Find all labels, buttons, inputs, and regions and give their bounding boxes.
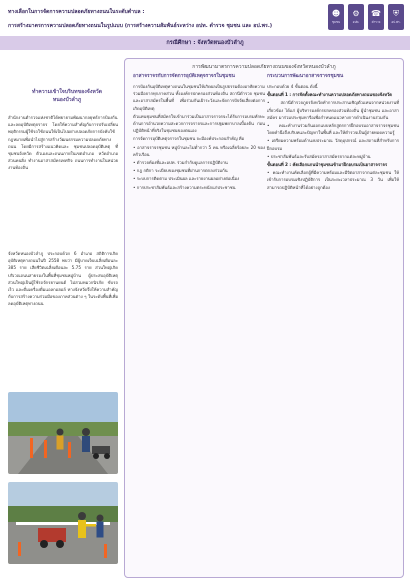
document-header bbox=[0, 0, 410, 36]
col2-step-heading: ขั้นตอนที่ 2 : คัดเลือกแกนนำชุมชนเข้ามาฝึกอบรมเป็นอาสาจราจร bbox=[267, 162, 388, 168]
left-column bbox=[0, 50, 122, 583]
people-icon: ☻ ชุมชน bbox=[328, 4, 344, 30]
signal-icon: ☎ ตำรวจ bbox=[368, 4, 384, 30]
road-checkpoint-image bbox=[8, 392, 118, 474]
panel-column-2 bbox=[267, 73, 399, 192]
case-study-title: กรณีศึกษา : จังหวัดหนองบัวลำภู bbox=[166, 40, 244, 46]
col1-heading: อาสาจราจรกับการจัดการอุบัติเหตุจราจรในชุมชน bbox=[133, 74, 235, 79]
col2-list-item: • คณะทำงานร่วมกันออกแบบหลักสูตรการฝึกอบรมอาสาจราจรชุมชน โดยคำนึงถึงบริบทและปัญหาในพื้นที่ และให้ตำรวจเป็นผู้ถ่ายทอดความรู้ bbox=[267, 123, 399, 136]
panel-title: การพัฒนามาตรการความปลอดภัยทางถนนของจังหวัดหนองบัวลำภู bbox=[192, 64, 336, 70]
col1-paragraph: การจัดการอุบัติเหตุจราจรในชุมชน จะมีองค์ประกอบสำคัญ คือ bbox=[133, 136, 245, 142]
panel-column-1 bbox=[133, 73, 265, 192]
traffic-volunteer-image bbox=[8, 482, 118, 564]
tools-icon: ⚙ อปท. bbox=[348, 4, 364, 30]
shield-icon: ⛨ อป.พร. bbox=[388, 4, 404, 30]
header-line-2: การสร้างมาตรการความปลอดภัยทางถนนในรูปแบบ (การสร้างความสัมพันธ์ระหว่าง อปท. ตำรวจ ชุมชน และ อป.พร.) bbox=[8, 23, 273, 29]
col1-list-item: • ตำรวจท้องที่และอปท. ร่วมกำกับดูแลการปฏิบัติงาน bbox=[133, 160, 228, 166]
col2-heading: กระบวนการพัฒนาอาสาจราจรชุมชน bbox=[267, 74, 344, 79]
header-icon-row bbox=[328, 4, 404, 30]
development-panel bbox=[124, 58, 404, 578]
left-paragraph-1: สำนักงานตำรวจแห่งชาติได้พยายามพัฒนากลยุทธ์การป้องกันและลดอุบัติเหตุจราจร โดยให้ความสำคัญกับการปรับเปลี่ยนพฤติกรรมผู้ใช้รถใช้ถนนให้เป็นไปอย่างปลอดภัยการบังคับใช้กฎหมายเพื่อนำไปสู่การสร้างวัฒนธรรมความปลอดภัยทางถนน โดยมีการสร้างแนวคิดและ ชุมชนปลอดอุบัติเหตุ ที่ชุมชนจังหวัด ตัวเองและถนนภายในเขตอำเภอ หวัดอำเภอ ส่วนคนยิ่ง ทำงานอาสาสมัครเทศกิจ ถนนการทำงานในหน่วยงานท้องถิ่น bbox=[8, 115, 118, 171]
col2-list-item: • คณะทำงานคัดเลือกผู้ที่มีความพร้อมและมีจิตอาสาจากแต่ละชุมชน ให้เข้ารับการอบรมเชิงปฏิบัติการ เป็นระยะเวลาประมาณ 3 วัน เพื่อให้สามารถปฏิบัติหน้าที่ได้อย่างถูกต้อง bbox=[267, 170, 399, 190]
col1-paragraph: ตัวแทนชุมชนที่สมัครใจเข้ามาร่วมเป็นอาสาจราจรจะได้รับการอบรมทักษะด้านการอำนวยความสะดวกการจราจรและการปฐมพยาบาลเบื้องต้น ก่อนปฏิบัติหน้าที่จริงในชุมชนของตนเอง bbox=[133, 113, 265, 134]
col2-step-heading: ขั้นตอนที่ 1 : การจัดตั้งคณะทำงานความปลอดภัยทางถนนของจังหวัด bbox=[267, 92, 393, 98]
case-study-band bbox=[0, 36, 410, 50]
left-column-title: ทำความเข้าใจบริบทของจังหวัดหนองบัวลำภู bbox=[31, 89, 103, 103]
col1-list-item: • การประชาสัมพันธ์และสร้างความตระหนักแก่ประชาชน bbox=[133, 184, 236, 190]
col2-paragraph: ประกอบด้วย 4 ขั้นตอน ดังนี้ bbox=[267, 84, 318, 89]
col1-list-item: • ระบบการติดตาม ประเมินผล และรายงานผลอย่างต่อเนื่อง bbox=[133, 176, 240, 182]
col1-list-item: • กฎ กติกา ระเบียบของชุมชนที่ผ่านการตกลงร่วมกัน bbox=[133, 168, 228, 174]
header-line-1: ทางเลือกในการจัดการความปลอดภัยทางถนนในระดับตำบล : bbox=[8, 9, 145, 15]
col1-list-item: • อาสาจราจรชุมชน หมู่บ้านละไม่ต่ำกว่า 5 คน หรือเฉลี่ยร้อยละ 20 ของครัวเรือน bbox=[133, 144, 265, 157]
col2-list-item: • สถานีตำรวจภูธรจังหวัดทำการประสานเชิญตัวแทนจากหน่วยงานที่เกี่ยวข้อง ได้แก่ ผู้บริหารองค์กรปกครองส่วนท้องถิ่น ผู้นำชุมชน และอาสาสมัคร มาร่วมประชุมหารือเพื่อกำหนดแนวทางการดำเนินงานร่วมกัน bbox=[267, 100, 399, 120]
traffic-volunteer-photo bbox=[8, 482, 118, 564]
col1-paragraph: การป้องกันอุบัติเหตุทางถนนในชุมชนให้เกิดผลเป็นรูปธรรมต้องอาศัยความร่วมมือจากทุกภาคส่วน ทั้งองค์กรปกครองส่วนท้องถิ่น สถานีตำรวจ ชุมชน และอาสาสมัครในพื้นที่ เพื่อร่วมกันเฝ้าระวังและจัดการปัจจัยเสี่ยงต่อการเกิดอุบัติเหตุ bbox=[133, 84, 265, 111]
road-checkpoint-photo bbox=[8, 392, 118, 474]
col2-list-item: • ประชาสัมพันธ์และรับสมัครอาสาสมัครจากแต่ละหมู่บ้าน bbox=[267, 153, 371, 159]
left-paragraph-2: จังหวัดหนองบัวลำภู ประกอบด้วย 6 อำเภอ สถิติการเกิดอุบัติเหตุทางถนนในปี 2558 พบว่า มีผู้บาดเจ็บเฉลี่ยเดือนละ 385 ราย เสียชีวิตเฉลี่ยเดือนละ 5.75 ราย ส่วนใหญ่เกิดบริเวณถนนสายรองในพื้นที่ชุมชนหมู่บ้าน ผู้ประสบอุบัติเหตุส่วนใหญ่เป็นผู้ใช้รถจักรยานยนต์ ไม่สวมหมวกนิรภัย ขับรถเร็ว และดื่มเครื่องดื่มแอลกอฮอล์ ทางจังหวัดจึงให้ความสำคัญกับการสร้างความร่วมมือของภาคส่วนต่าง ๆ ในระดับพื้นที่เพื่อลดอุบัติเหตุทางถนน bbox=[8, 251, 118, 307]
col2-list-item: • เตรียมความพร้อมด้านงบประมาณ วัสดุอุปกรณ์ และสถานที่สำหรับการฝึกอบรม bbox=[267, 138, 399, 151]
